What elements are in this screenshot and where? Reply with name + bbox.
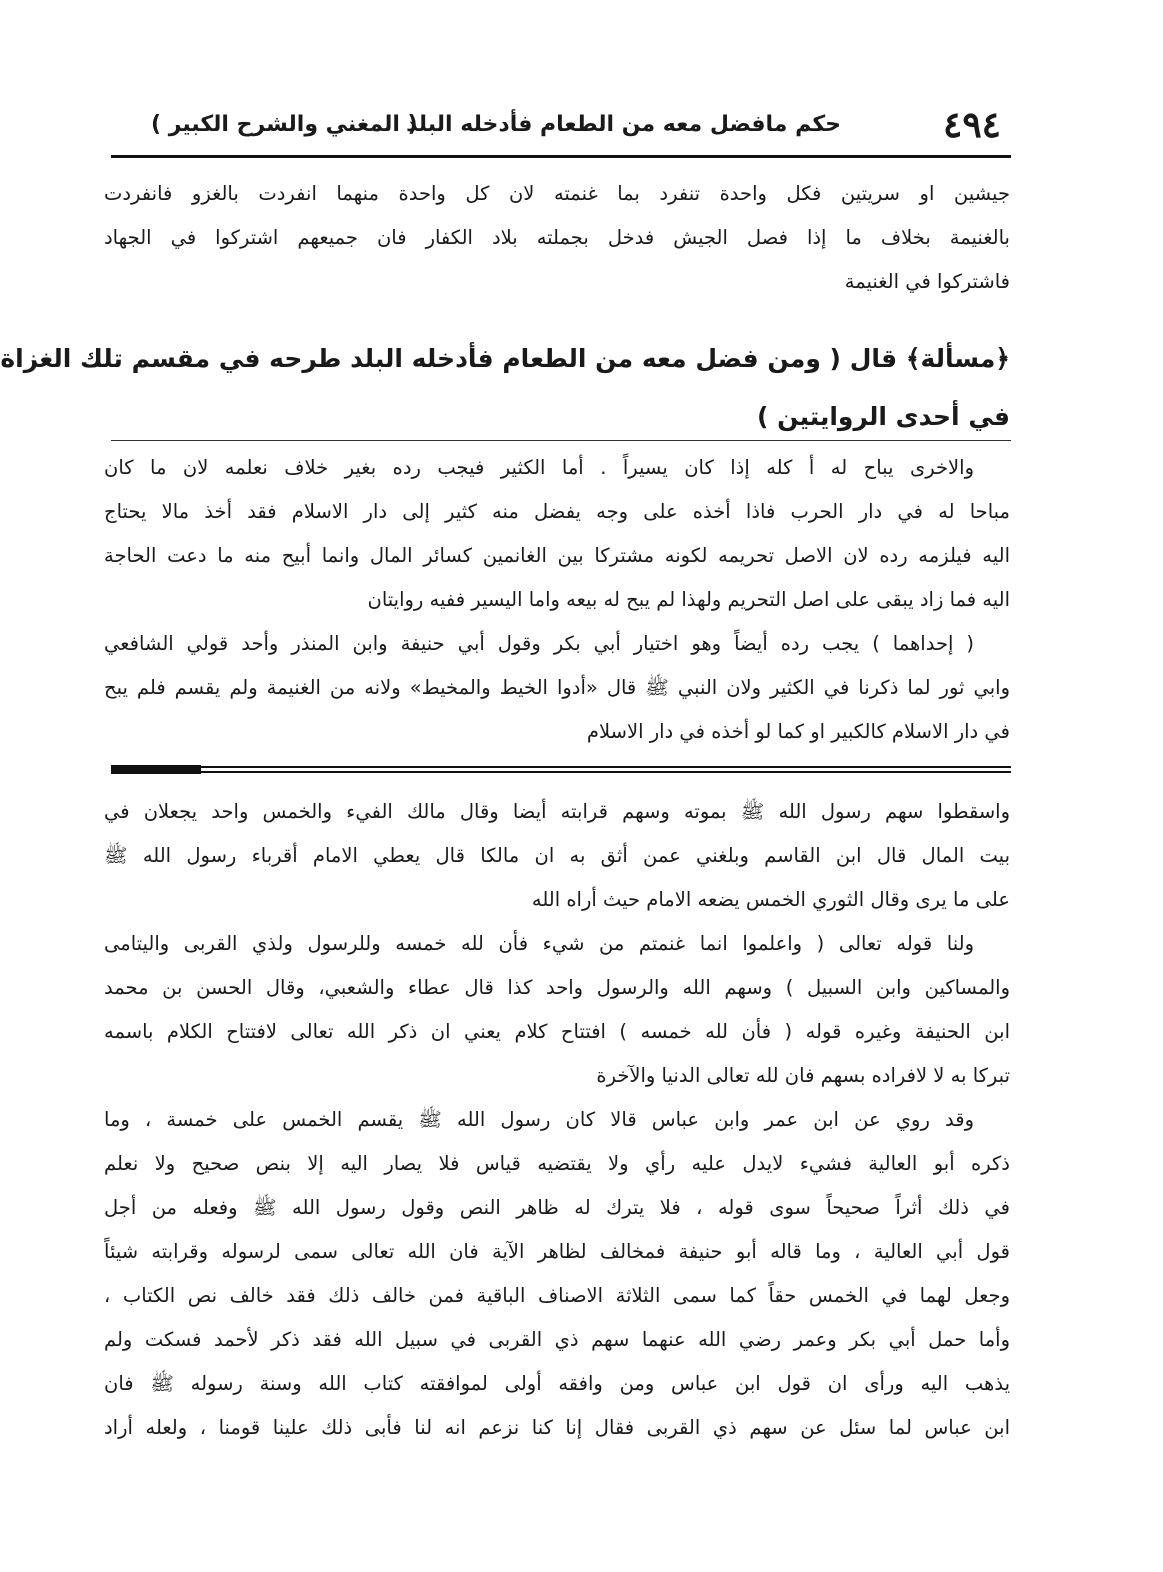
book-title: ( المغني والشرح الكبير ) bbox=[151, 112, 418, 137]
text-line: في دار الاسلام كالكبير او كما لو أخذه في دار الاسلام bbox=[586, 720, 1010, 743]
text-line: واسقطوا سهم رسول الله ﷺ بموته وسهم قرابته أيضا وقال مالك الفيء والخمس واحد يجعلان في bbox=[104, 800, 1010, 823]
running-title: حكم مافضل معه من الطعام فأدخله البلد bbox=[406, 112, 841, 137]
text-line: ابن عباس لما سئل عن سهم ذي القربى فقال إنا كنا نزعم انه لنا فأبى ذلك علينا قومنا ، ولعله أراد bbox=[104, 1416, 1010, 1439]
question-heading bbox=[0, 330, 1010, 446]
divider-ornament bbox=[111, 765, 201, 774]
header-rule bbox=[111, 155, 1011, 158]
text-line: والمساكين وابن السبيل ) وسهم الله والرسول واحد كذا قال عطاء والشعبي، وقال الحسن بن محمد bbox=[104, 976, 1010, 999]
text-line: في ذلك أثراً صحيحاً سوى قوله ، فلا يترك له ظاهر النص وقول رسول الله ﷺ وفعله من أجل bbox=[104, 1196, 1010, 1219]
text-line: على ما يرى وقال الثوري الخمس يضعه الامام حيث أراه الله bbox=[531, 888, 1010, 911]
top-paragraph bbox=[104, 172, 1010, 304]
page-header bbox=[111, 100, 1011, 150]
text-line: اليه فيلزمه رده لان الاصل تحريمه لكونه مشتركا بين الغانمين كسائر المال وانما أبيح منه ما دعت الحاجة bbox=[104, 544, 1010, 567]
text-line: وأما حمل أبي بكر وعمر رضي الله عنهما سهم ذي القربى في سبيل الله فقد ذكر لأحمد فسكت ولم bbox=[104, 1328, 1010, 1351]
text-line: مباحا له في دار الحرب فاذا أخذه على وجه يفضل منه كثير إلى دار الاسلام فقد أخذ مالا يحتاج bbox=[104, 500, 1010, 523]
text-line: جيشين او سريتين فكل واحدة تنفرد بما غنمته لان كل واحدة منهما انفردت بالغزو فانفردت bbox=[104, 182, 1010, 205]
question-line: في أحدى الروايتين ) bbox=[756, 402, 1010, 431]
lower-paragraph bbox=[104, 790, 1010, 922]
page-number: ٤٩٤ bbox=[942, 104, 1001, 146]
lower-paragraph bbox=[104, 922, 1010, 1098]
text-line: قول أبي العالية ، وما قاله أبو حنيفة فمخالف لظاهر الآية فان الله تعالى سمى لرسوله وقرابته شيئاً bbox=[104, 1240, 1010, 1263]
text-line: وقد روي عن ابن عمر وابن عباس قالا كان رسول الله ﷺ يقسم الخمس على خمسة ، وما bbox=[104, 1108, 974, 1131]
text-line: ولنا قوله تعالى ( واعلموا انما غنمتم من شيء فأن لله خمسه وللرسول ولذي القربى واليتامى bbox=[104, 932, 974, 955]
text-line: يذهب اليه ورأى ان قول ابن عباس ومن وافقه أولى لموافقته كتاب الله وسنة رسوله ﷺ فان bbox=[104, 1372, 1010, 1395]
commentary-paragraph bbox=[104, 446, 1010, 622]
section-divider bbox=[111, 766, 1011, 774]
text-line: اليه فما زاد يبقى على اصل التحريم ولهذا لم يبح له بيعه واما اليسير ففيه روايتان bbox=[367, 588, 1010, 611]
text-line: وجعل لهما في الخمس حقاً كما سمى الثلاثة الاصناف الباقية فمن خالف ذلك فقد خالف نص الكتاب ، bbox=[104, 1284, 1010, 1307]
question-line: ﴿مسألة﴾ قال ( ومن فضل معه من الطعام فأدخله البلد طرحه في مقسم تلك الغزاة bbox=[0, 344, 1010, 373]
divider-line bbox=[111, 771, 1011, 773]
text-line: بيت المال قال ابن القاسم وبلغني عمن أثق به ان مالكا قال يعطي الامام أقرباء رسول الله ﷺ bbox=[104, 844, 1010, 867]
text-line: فاشتركوا في الغنيمة bbox=[844, 270, 1010, 293]
text-line: ذكره أبو العالية فشيء لايدل عليه رأي ولا يقتضيه قياس فلا يصار اليه إلا بنص صحيح ولا نعلم bbox=[104, 1152, 1010, 1175]
commentary-paragraph bbox=[104, 622, 1010, 754]
text-line: تبركا به لا لافراده بسهم فان لله تعالى الدنيا والآخرة bbox=[596, 1064, 1010, 1087]
question-rule bbox=[111, 440, 1011, 441]
text-line: وابي ثور لما ذكرنا في الكثير ولان النبي ﷺ قال «أدوا الخيط والمخيط» ولانه من الغنيمة ولم يقسم فلم يبح bbox=[104, 676, 1010, 699]
text-line: ( إحداهما ) يجب رده أيضاً وهو اختيار أبي بكر وقول أبي حنيفة وابن المنذر وأحد قولي الشافعي bbox=[104, 632, 974, 655]
divider-line bbox=[111, 766, 1011, 768]
text-line: والاخرى يباح له أ كله إذا كان يسيراً . أما الكثير فيجب رده بغير خلاف نعلمه لان ما كان bbox=[104, 456, 974, 479]
text-line: ابن الحنيفة وغيره قوله ( فأن لله خمسه ) افتتاح كلام يعني ان ذكر الله تعالى لافتتاح الكلام باسمه bbox=[104, 1020, 1010, 1043]
text-line: بالغنيمة بخلاف ما إذا فصل الجيش فدخل بجملته بلاد الكفار فان جميعهم اشتركوا في الجهاد bbox=[104, 226, 1010, 249]
lower-paragraph bbox=[104, 1098, 1010, 1450]
